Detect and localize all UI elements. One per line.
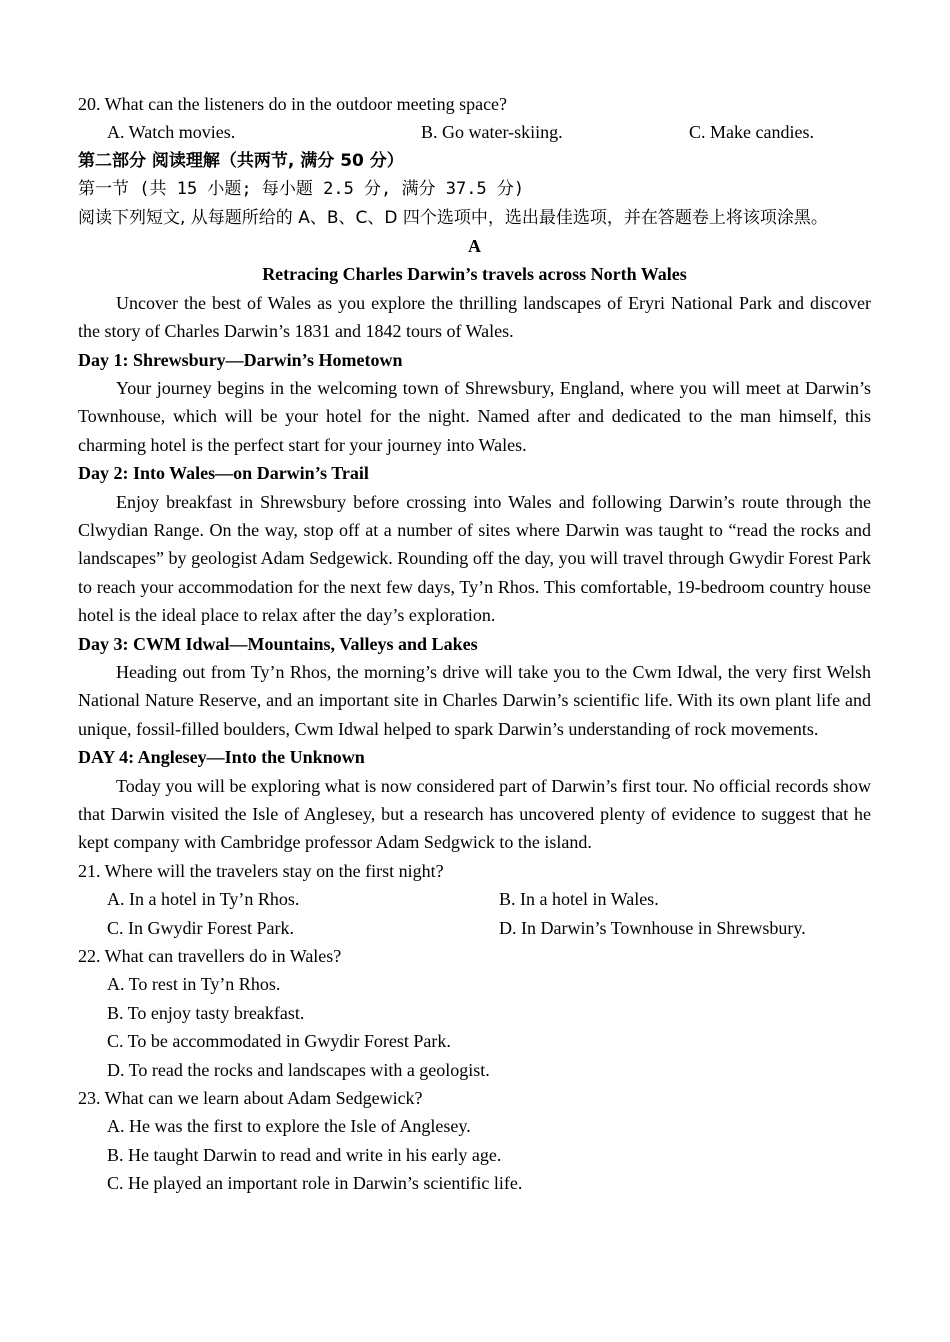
day-1-text: Your journey begins in the welcoming town of Shrewsbury, England, where you will meet at Darwin’s Townhouse, which will be your hotel for the night. Named after and dedicated to the man himself, this charming hotel is the perfect start for your journey into Wales. <box>78 377 871 455</box>
exam-page <box>78 90 871 1198</box>
day-2-text: Enjoy breakfast in Shrewsbury before crossing into Wales and following Darwin’s route through the Clwydian Range. On the way, stop off at a number of sites where Darwin was taught to “read the rocks and landscapes” by geologist Adam Sedgewick. Rounding off the day, you will travel through Gwydir Forest Park to reach your accommodation for the next few days, Ty’n Rhos. This comfortable, 19-bedroom country house hotel is the ideal place to relax after the day’s exploration. <box>78 491 871 626</box>
question-21-options-row-2 <box>78 914 871 942</box>
part-title: 第二部分 阅读理解（共两节, 满分 50 分） <box>78 150 404 171</box>
day-4-text: Today you will be exploring what is now considered part of Darwin’s first tour. No official records show that Darwin visited the Isle of Anglesey, but a research has uncovered plenty of evidence to suggest that he kept company with Cambridge professor Adam Sedgwick to the island. <box>78 775 871 853</box>
question-23: 23. What can we learn about Adam Sedgewick? <box>78 1087 423 1108</box>
section-instruction: 阅读下列短文, 从每题所给的 A、B、C、D 四个选项中，选出最佳选项，并在答题卷上将该项涂黑。 <box>78 207 828 228</box>
q22-option-a[interactable]: A. To rest in Ty’n Rhos. <box>107 974 281 995</box>
q21-option-c[interactable]: C. In Gwydir Forest Park. <box>107 917 294 938</box>
question-20: 20. What can the listeners do in the outdoor meeting space? <box>78 94 508 114</box>
question-21: 21. Where will the travelers stay on the first night? <box>78 860 444 881</box>
q20-option-c[interactable]: C. Make candies. <box>689 122 814 143</box>
q21-option-b[interactable]: B. In a hotel in Wales. <box>499 889 659 910</box>
section-subtitle: 第一节 (共 15 小题; 每小题 2.5 分, 满分 37.5 分) <box>78 179 525 200</box>
q21-option-d[interactable]: D. In Darwin’s Townhouse in Shrewsbury. <box>499 917 806 938</box>
day-1-heading: Day 1: Shrewsbury—Darwin’s Hometown <box>78 349 403 370</box>
day-4-heading: DAY 4: Anglesey—Into the Unknown <box>78 747 365 768</box>
day-3-heading: Day 3: CWM Idwal—Mountains, Valleys and Lakes <box>78 633 478 654</box>
question-20-options <box>78 118 871 146</box>
q20-option-a[interactable]: A. Watch movies. <box>107 122 236 143</box>
day-2-heading: Day 2: Into Wales—on Darwin’s Trail <box>78 463 369 484</box>
q23-option-c[interactable]: C. He played an important role in Darwin’s scientific life. <box>107 1173 523 1194</box>
q23-option-b[interactable]: B. He taught Darwin to read and write in his early age. <box>107 1144 502 1165</box>
q22-option-c[interactable]: C. To be accommodated in Gwydir Forest Park. <box>107 1031 451 1052</box>
q21-option-a[interactable]: A. In a hotel in Ty’n Rhos. <box>107 889 300 910</box>
q22-option-d[interactable]: D. To read the rocks and landscapes with a geologist. <box>107 1059 490 1080</box>
question-21-options-row-1 <box>78 885 871 913</box>
passage-title: Retracing Charles Darwin’s travels across North Wales <box>262 264 687 285</box>
question-22: 22. What can travellers do in Wales? <box>78 945 342 966</box>
passage-intro: Uncover the best of Wales as you explore the thrilling landscapes of Eryri National Park and discover the story of Charles Darwin’s 1831 and 1842 tours of Wales. <box>78 292 871 342</box>
q23-option-a[interactable]: A. He was the first to explore the Isle of Anglesey. <box>107 1116 471 1137</box>
day-3-text: Heading out from Ty’n Rhos, the morning’s drive will take you to the Cwm Idwal, the very first Welsh National Nature Reserve, and an important site in Charles Darwin’s scientific life. With its own plant life and unique, fossil-filled boulders, Cwm Idwal helped to spark Darwin’s understanding of rock movements. <box>78 661 871 739</box>
q20-option-b[interactable]: B. Go water-skiing. <box>421 122 563 143</box>
passage-label: A <box>468 235 481 256</box>
q22-option-b[interactable]: B. To enjoy tasty breakfast. <box>107 1002 305 1023</box>
